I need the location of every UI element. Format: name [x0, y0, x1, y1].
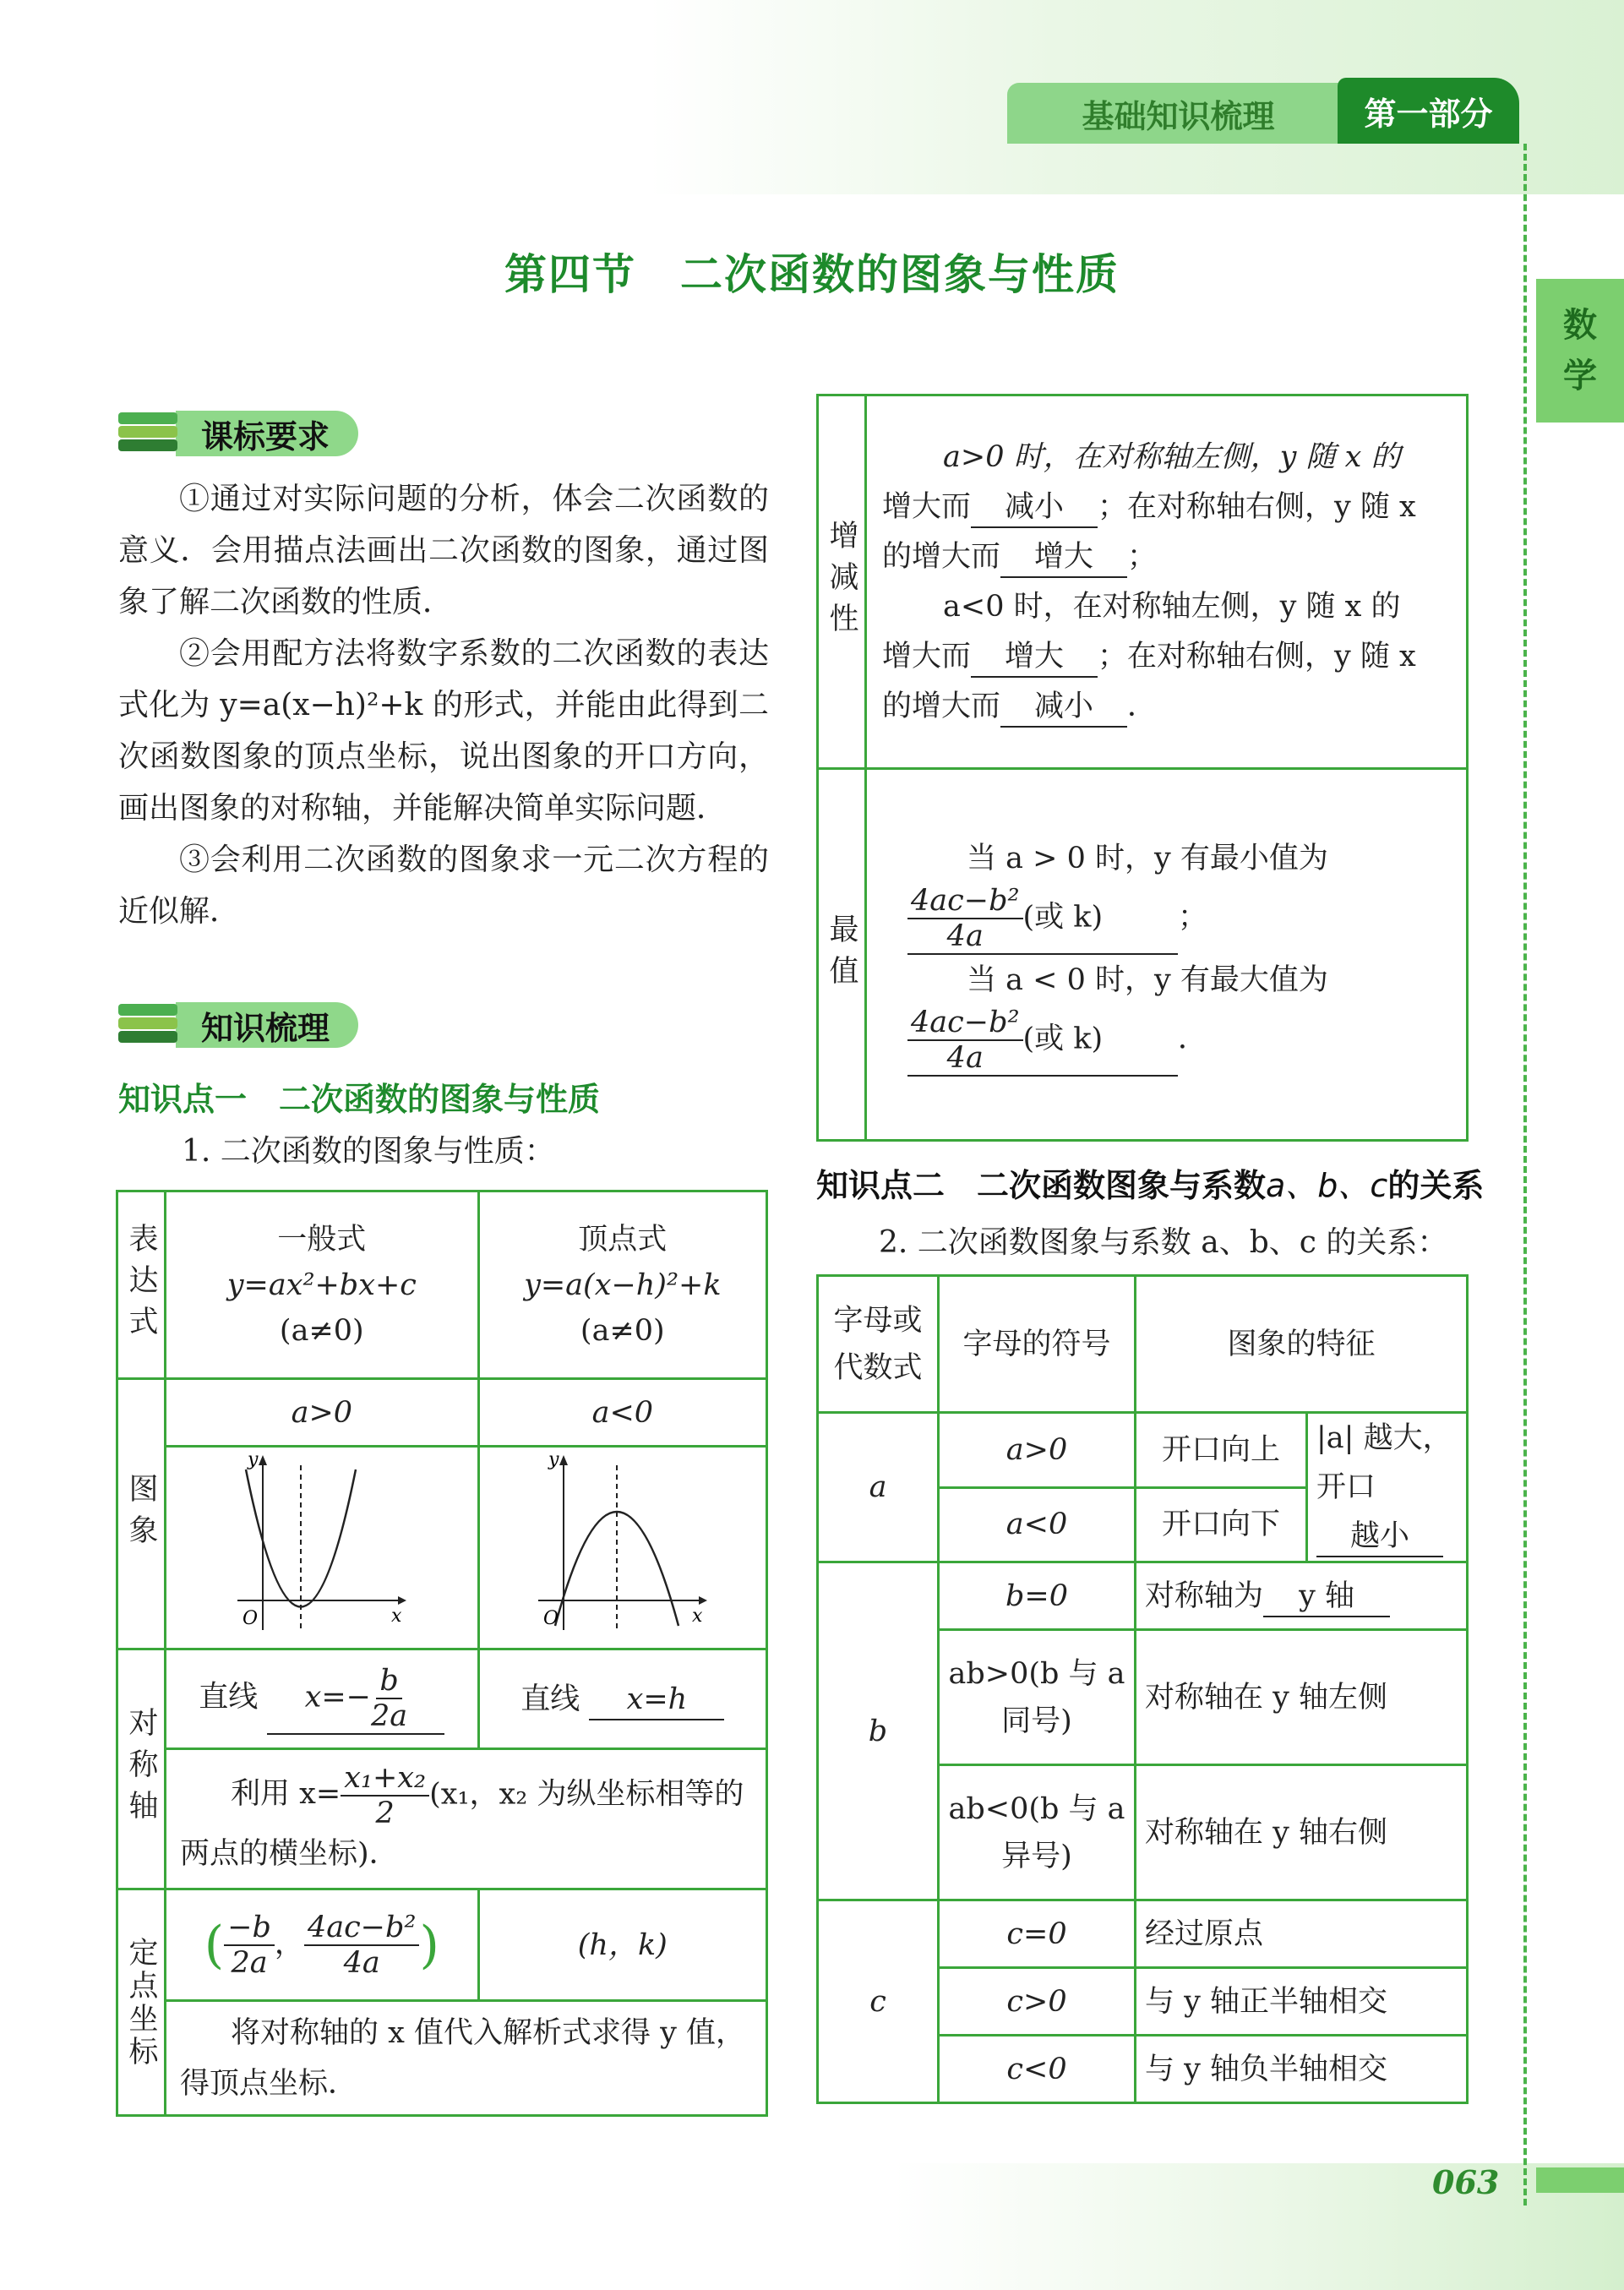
table-monotonic-extreme [816, 394, 1469, 1142]
vertex-general-cell: ( $\frac{-b}{2a}$ ， $\frac{\text{4ac−b²}}{4a}$ ) [166, 1889, 479, 2001]
mono-answer-1: 减小 [971, 488, 1098, 528]
row-label-expression: 表达式 [117, 1191, 166, 1379]
knowledge-point-2: 知识点二 二次函数图象与系数a、b、c的关系 [816, 1167, 1485, 1204]
downward-parabola-graph [530, 1448, 716, 1634]
extreme-content: 当 a > 0 时，y 有最小值为 $\frac{\text{4ac−b²}}{4a}$ (或 k) ； 当 a < 0 时，y 有最大值为 $\frac{\text{4ac−b²}}{4a}$ (或 k) ． [866, 769, 1468, 1141]
table-coefficients: 字母或代数式 字母的符号 图象的特征 a a>0 开口向上 |a| 越大，开口越小 a<0 开口向下 b b=0 对称轴为 y 轴 ab>0(b 与 a 同号) 对称轴在 y 轴左侧 ab<0(b 与 a 异号) 对称轴在 y 轴右侧 c c=0 经过原点 c>0 与 y 轴正半轴相交 c<0 与 y 轴负半轴相交 [816, 1274, 1469, 2104]
a-answer: 越小 [1316, 1517, 1443, 1557]
part-tab: 第一部分 [1338, 78, 1519, 144]
header-feature: 图象的特征 [1136, 1276, 1468, 1413]
graph-pos-header: a>0 [166, 1379, 479, 1447]
curriculum-item-1: ①通过对实际问题的分析，体会二次函数的意义．会用描点法画出二次函数的图象，通过图象了解二次函数的性质． [118, 482, 769, 619]
mono-answer-2: 增大 [1000, 537, 1127, 578]
axis-note: 利用 x= $\frac{\text{x₁+x₂}}{2}$ (x₁，x₂ 为纵坐标相等的两点的横坐标)． [166, 1749, 767, 1889]
header-letter: 字母或代数式 [818, 1276, 939, 1413]
books-icon [118, 407, 193, 460]
vertex-vertex-cell: (h，k) [478, 1889, 766, 2001]
page-number: 063 [1432, 2163, 1500, 2201]
label-c: c [818, 1900, 939, 2103]
intro-1: 1. 二次函数的图象与性质： [182, 1134, 555, 1169]
footer-side-bar [1536, 2167, 1624, 2193]
graph-downward-cell [478, 1447, 766, 1649]
vertex-form-cell: 顶点式 y=a(x−h)²+k (a≠0) [478, 1191, 766, 1379]
curriculum-item-2: ②会用配方法将数字系数的二次函数的表达式化为 y=a(x−h)²+k 的形式，并能由此得到二次函数图象的顶点坐标，说出图象的开口方向，画出图象的对称轴，并能解决简单实际问题． [118, 636, 769, 826]
side-tab-char-2: 学 [1563, 357, 1597, 395]
section-tab: 基础知识梳理 [1007, 83, 1349, 144]
row-label-extreme: 最值 [818, 769, 866, 1141]
extreme-answer-2: $\frac{\text{4ac−b²}}{4a}$ (或 k) [907, 1006, 1178, 1077]
mono-answer-4: 减小 [1000, 687, 1127, 728]
graph-neg-header: a<0 [478, 1379, 766, 1447]
svg-text:x: x [691, 1605, 703, 1627]
general-form-cell: 一般式 y=ax²+bx+c (a≠0) [166, 1191, 479, 1379]
row-label-vertex: 定点坐标 [117, 1889, 166, 2116]
axis-general-cell: 直线 x=− $\frac{b}{2a}$ [166, 1649, 479, 1749]
label-a: a [818, 1413, 939, 1562]
svg-text:O: O [542, 1607, 559, 1629]
knowledge-heading: 知识梳理 [118, 995, 358, 1055]
svg-text:y: y [548, 1448, 559, 1470]
mono-answer-3: 增大 [971, 637, 1098, 678]
knowledge-point-1: 知识点一 二次函数的图象与性质 [118, 1081, 601, 1118]
table-graph-properties [116, 1190, 768, 2117]
a-note: |a| 越大，开口越小 [1307, 1413, 1468, 1562]
books-icon [118, 999, 193, 1051]
header-sign: 字母的符号 [939, 1276, 1136, 1413]
curriculum-text [118, 473, 769, 937]
x-label: x [390, 1605, 402, 1627]
axis-vertex-cell: 直线 x=h [478, 1649, 766, 1749]
extreme-answer-1: $\frac{\text{4ac−b²}}{4a}$ (或 k) [907, 884, 1178, 955]
curriculum-item-3: ③会利用二次函数的图象求一元二次方程的近似解． [118, 842, 769, 929]
footer-background [0, 2163, 1624, 2290]
axis-answer-1: x=− $\frac{b}{2a}$ [267, 1664, 444, 1735]
row-label-monotonic: 增减性 [818, 395, 866, 769]
graph-upward-cell [166, 1447, 479, 1649]
intro-2: 2. 二次函数图象与系数 a、b、c 的关系： [879, 1225, 1448, 1260]
side-tab-char-1: 数 [1563, 306, 1597, 345]
b-answer: y 轴 [1263, 1577, 1390, 1617]
origin-label: O [242, 1607, 258, 1629]
margin-dashed-line [1523, 144, 1527, 2205]
upward-parabola-graph [229, 1448, 415, 1634]
row-label-graph: 图象 [117, 1379, 166, 1649]
axis-answer-2: x=h [589, 1680, 724, 1720]
curriculum-heading: 课标要求 [118, 404, 358, 463]
label-b: b [818, 1562, 939, 1900]
y-label: y [247, 1448, 259, 1470]
b-axis-cell: 对称轴为 y 轴 [1136, 1562, 1468, 1630]
vertex-note: 将对称轴的 x 值代入解析式求得 y 值，得顶点坐标． [166, 2001, 767, 2116]
row-label-axis: 对称轴 [117, 1649, 166, 1889]
page-title: 第四节 二次函数的图象与性质 [504, 249, 1120, 299]
monotonic-content: a>0 时，在对称轴左侧，y 随 x 的 增大而 减小 ；在对称轴右侧，y 随 x 的增大而 增大 ； a<0 时，在对称轴左侧，y 随 x 的 增大而 增大 ；在对称轴右侧，y 随 x 的增大而 减小 ． [866, 395, 1468, 769]
